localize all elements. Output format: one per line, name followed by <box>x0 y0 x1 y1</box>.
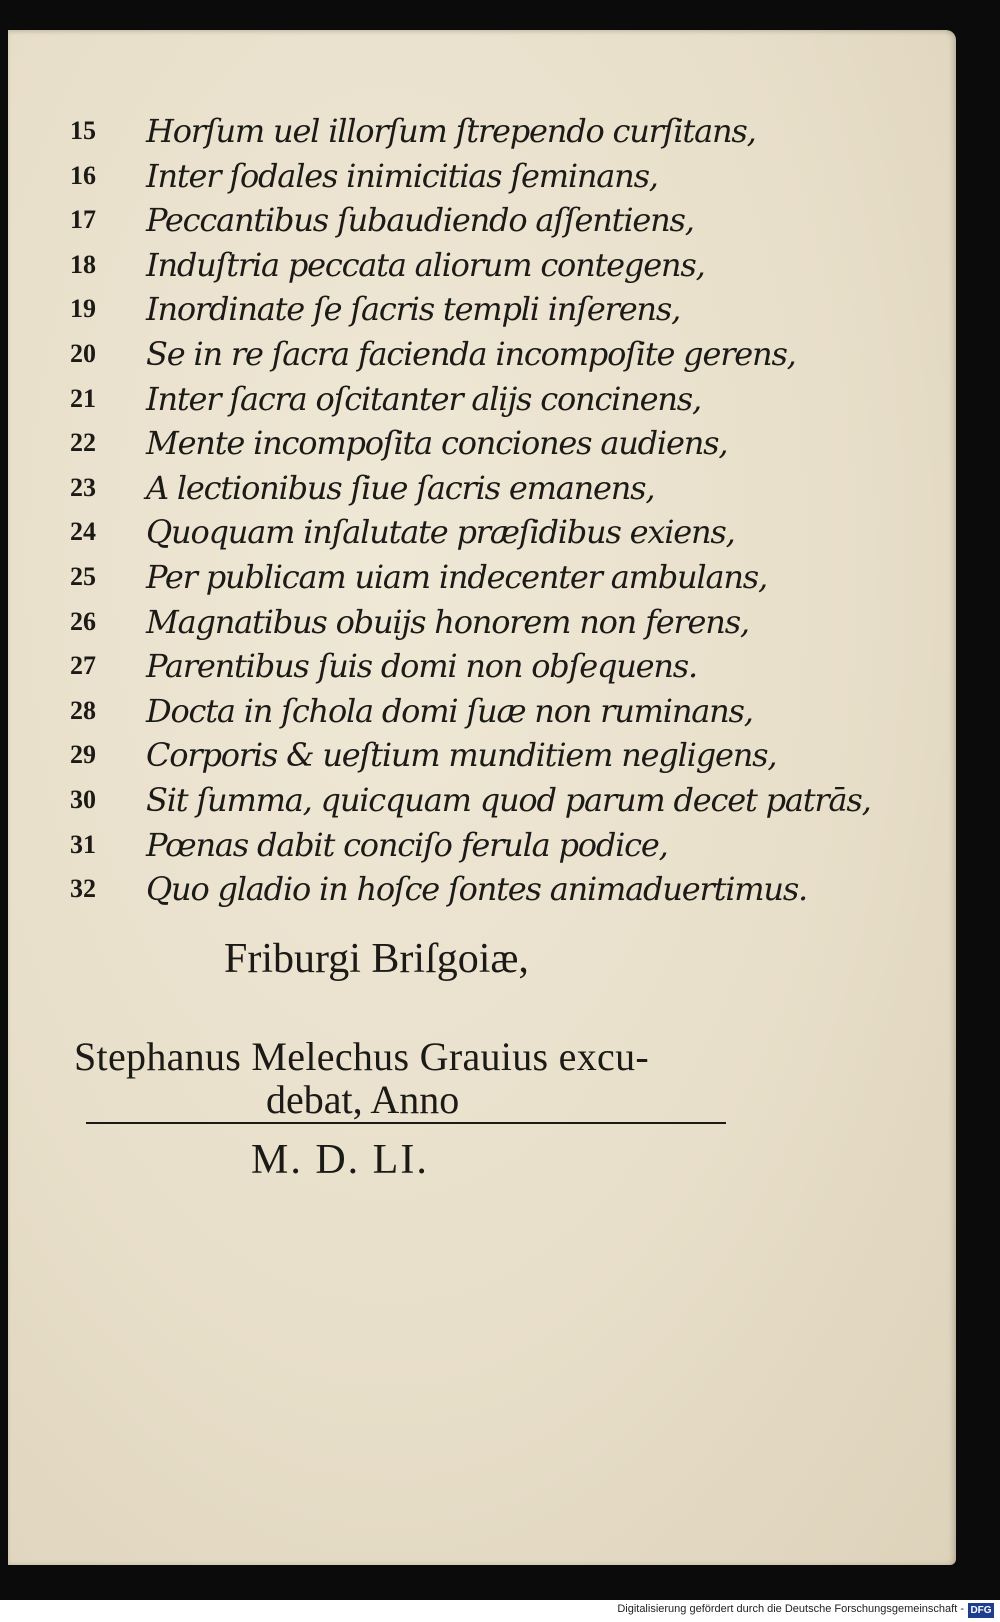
verse-line <box>8 603 956 648</box>
verse-line <box>8 826 956 871</box>
line-text: A lectionibus ſiue ſacris emanens, <box>146 468 655 507</box>
line-text: Corporis & ueſtium munditiem negligens, <box>146 736 777 775</box>
line-text: Parentibus ſuis domi non obſequens. <box>146 647 698 686</box>
line-number: 25 <box>70 561 96 591</box>
line-text: Magnatibus obuijs honorem non ferens, <box>146 602 749 641</box>
verse-line <box>8 246 956 291</box>
divider-rule <box>86 1122 726 1124</box>
verse-line <box>8 781 956 826</box>
line-number: 17 <box>70 205 96 235</box>
line-number: 32 <box>70 874 96 904</box>
verse-line <box>8 201 956 246</box>
line-number: 18 <box>70 249 96 279</box>
line-text: Induſtria peccata aliorum contegens, <box>146 245 705 284</box>
line-number: 30 <box>70 784 96 814</box>
line-number: 28 <box>70 695 96 725</box>
imprint-printer-line-1: Stephanus Melechus Grauius excu- <box>74 1034 650 1079</box>
line-text: Quoquam inſalutate præſidibus exiens, <box>146 513 735 552</box>
line-number: 20 <box>70 338 96 368</box>
verse-line <box>8 335 956 380</box>
line-number: 21 <box>70 383 96 413</box>
line-text: Mente incompoſita conciones audiens, <box>146 424 728 463</box>
digitization-footer <box>0 1600 1000 1622</box>
verse-line <box>8 290 956 335</box>
line-number: 16 <box>70 160 96 190</box>
line-number: 22 <box>70 428 96 458</box>
line-number: 31 <box>70 829 96 859</box>
line-text: Per publicam uiam indecenter ambulans, <box>146 557 767 596</box>
line-number: 24 <box>70 517 96 547</box>
verse-list <box>8 112 956 915</box>
verse-line <box>8 870 956 915</box>
verse-line <box>8 469 956 514</box>
line-text: Inter ſacra oſcitanter alijs concinens, <box>146 379 701 418</box>
line-number: 23 <box>70 472 96 502</box>
verse-line <box>8 692 956 737</box>
verse-line <box>8 736 956 781</box>
line-text: Sit ſumma, quicquam quod parum decet patrās, <box>146 780 871 819</box>
dfg-logo: DFG <box>968 1603 994 1618</box>
verse-line <box>8 112 956 157</box>
verse-line <box>8 558 956 603</box>
verse-line <box>8 380 956 425</box>
verse-line <box>8 424 956 469</box>
line-text: Inter ſodales inimicitias ſeminans, <box>146 156 658 195</box>
line-number: 15 <box>70 116 96 145</box>
imprint-printer-line-2: debat, Anno <box>266 1077 460 1122</box>
line-number: 27 <box>70 651 96 681</box>
imprint-place: Friburgi Briſgoiæ, <box>224 936 529 982</box>
line-text: Pœnas dabit conciſo ferula podice, <box>146 825 668 864</box>
line-text: Inordinate ſe ſacris templi inſerens, <box>146 290 681 329</box>
book-page <box>8 30 956 1565</box>
line-text: Docta in ſchola domi ſuæ non ruminans, <box>146 691 753 730</box>
verse-line <box>8 647 956 692</box>
verse-line <box>8 157 956 202</box>
line-number: 29 <box>70 740 96 770</box>
line-text: Horſum uel illorſum ſtrependo curſitans, <box>146 112 756 150</box>
line-text: Quo gladio in hoſce ſontes animaduertimus. <box>146 870 808 909</box>
line-text: Se in re ſacra facienda incompoſite gerens, <box>146 334 796 373</box>
line-text: Peccantibus ſubaudiendo aſſentiens, <box>146 201 694 240</box>
imprint-year: M. D. LI. <box>251 1137 429 1183</box>
line-number: 26 <box>70 606 96 636</box>
line-number: 19 <box>70 294 96 324</box>
verse-line <box>8 513 956 558</box>
footer-credit-text: Digitalisierung gefördert durch die Deutsche Forschungsgemeinschaft - <box>617 1603 964 1615</box>
